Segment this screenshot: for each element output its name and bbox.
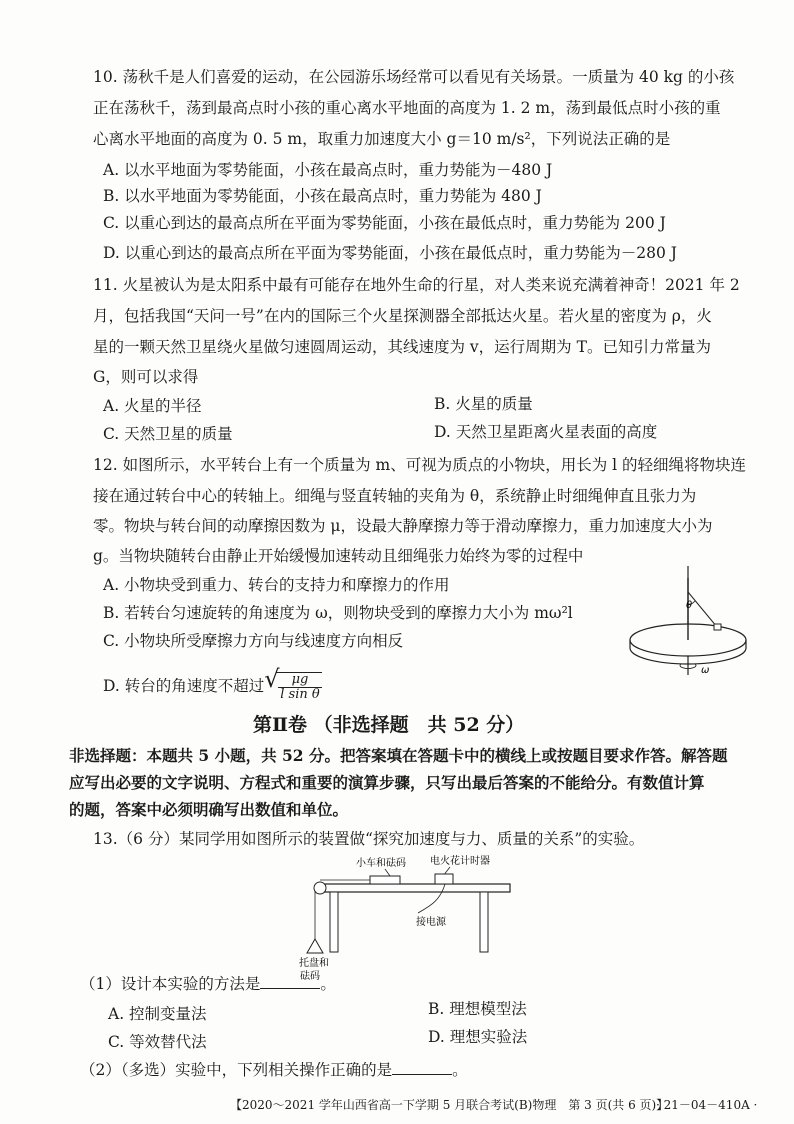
q13-part-1-end: 。	[320, 975, 336, 993]
instructions-line-2: 应写出必要的文字说明、方程式和重要的演算步骤，只写出最后答案的不能给分。有数值计算	[69, 773, 705, 792]
q11-line-3: 星的一颗天然卫星绕火星做匀速圆周运动，其线速度为 v，运行周期为 T。已知引力常量为	[93, 338, 711, 356]
q12-line-2: 接在通过转台中心的转轴上。细绳与竖直转轴的夹角为 θ，系统静止时细绳伸直且张力为	[93, 487, 697, 505]
footer-info: 【2020～2021 学年山西省高一下学期 5 月联合考试(B)物理 第 3 页(共 6 页)】	[230, 1098, 669, 1112]
q13-line-1: 13.（6 分）某同学用如图所示的装置做“探究加速度与力、质量的关系”的实验。	[93, 830, 645, 848]
q13-option-d: D. 理想实验法	[428, 1028, 528, 1046]
q10-option-b: B. 以水平地面为零势能面，小孩在最高点时，重力势能为 480 J	[103, 187, 542, 205]
q12-line-4: g。当物块随转台由静止开始缓慢加速转动且细绳张力始终为零的过程中	[93, 547, 584, 565]
q12-line-3: 零。物块与转台间的动摩擦因数为 μ，设最大静摩擦力等于滑动摩擦力，重力加速度大小为	[93, 517, 713, 535]
cart	[370, 876, 400, 884]
q10-line-2: 正在荡秋千，荡到最高点时小孩的重心离水平地面的高度为 1. 2 m，荡到最低点时小孩的重	[93, 99, 721, 117]
tray-label-1: 托盘和	[299, 958, 329, 969]
q13-part-2	[80, 1060, 468, 1080]
q10-option-d: D. 以重心到达的最高点所在平面为零势能面，小孩在最低点时，重力势能为－280 J	[103, 244, 677, 262]
footer-code: · 21－04－410A ·	[656, 1098, 758, 1112]
instructions-line-1: 非选择题：本题共 5 小题，共 52 分。把答案填在答题卡中的横线上或按题目要求作答。解答题	[69, 746, 728, 765]
pulley	[314, 882, 326, 894]
fraction-denominator: l sin θ	[280, 687, 320, 702]
q13-part-2-end: 。	[452, 1061, 468, 1079]
instructions-line-3: 的题，答案中必须明确写出数值和单位。	[69, 800, 349, 819]
cart-pointer	[385, 869, 390, 876]
q10-line-1: 10. 荡秋千是人们喜爱的运动，在公园游乐场经常可以看见有关场景。一质量为 40 kg 的小孩	[93, 68, 735, 86]
table-leg-left	[330, 892, 338, 952]
fraction	[278, 673, 321, 702]
q11-option-a: A. 火星的半径	[103, 397, 202, 415]
q12-option-d-text: D. 转台的角速度不超过	[103, 677, 265, 695]
table-leg-right	[480, 892, 488, 952]
q10-option-c: C. 以重心到达的最高点所在平面为零势能面，小孩在最低点时，重力势能为 200 J	[103, 214, 666, 232]
q11-line-1: 11. 火星被认为是太阳系中最有可能存在地外生命的行星，对人类来说充满着神奇！2021 年 2	[93, 276, 740, 294]
q10-line-3: 心离水平地面的高度为 0. 5 m，取重力加速度大小 g＝10 m/s²，下列说法正确的是	[93, 130, 671, 148]
answer-blank-1[interactable]	[260, 974, 320, 989]
answer-blank-2[interactable]	[392, 1060, 452, 1075]
q12-option-d	[103, 672, 322, 702]
turntable-figure	[625, 560, 755, 680]
spark-timer	[435, 874, 453, 884]
q13-part-1-text: （1）设计本实验的方法是	[80, 975, 261, 993]
timer-label: 电火花计时器	[430, 856, 490, 867]
sqrt-expression	[276, 672, 321, 702]
board	[320, 884, 510, 892]
cart-label: 小车和砝码	[356, 858, 406, 869]
q11-option-b: B. 火星的质量	[434, 395, 533, 413]
q13-part-2-text: （2）（多选）实验中，下列相关操作正确的是	[80, 1061, 393, 1079]
q12-option-a: A. 小物块受到重力、转台的支持力和摩擦力的作用	[103, 576, 450, 594]
q13-option-a: A. 控制变量法	[108, 1005, 207, 1023]
omega-label: ω	[701, 665, 710, 676]
string	[688, 592, 717, 627]
q10-option-a: A. 以水平地面为零势能面，小孩在最高点时，重力势能为－480 J	[103, 161, 553, 179]
block	[714, 624, 721, 630]
q12-option-b: B. 若转台匀速旋转的角速度为 ω，则物块受到的摩擦力大小为 mω²l	[103, 604, 573, 622]
apparatus-figure	[290, 851, 520, 982]
q11-line-2: 月，包括我国“天问一号”在内的国际三个火星探测器全部抵达火星。若火星的密度为 ρ，火	[93, 307, 712, 325]
q12-option-c: C. 小物块所受摩擦力方向与线速度方向相反	[103, 632, 404, 650]
section-title: 第Ⅱ卷 （非选择题 共 52 分）	[253, 714, 525, 736]
q11-option-c: C. 天然卫星的质量	[103, 425, 233, 443]
q12-line-1: 12. 如图所示，水平转台上有一个质量为 m、可视为质点的小物块，用长为 l 的轻细绳将物块连	[93, 456, 747, 474]
tray-label-2: 砝码	[300, 971, 320, 982]
q13-option-b: B. 理想模型法	[428, 1000, 527, 1018]
q11-option-d: D. 天然卫星距离火星表面的高度	[434, 423, 658, 441]
power-label: 接电源	[416, 917, 446, 928]
q13-option-c: C. 等效替代法	[108, 1033, 207, 1051]
q13-part-1	[80, 974, 336, 994]
fraction-numerator: √ μg	[278, 673, 321, 688]
q11-line-4: G，则可以求得	[93, 368, 199, 386]
tray	[307, 939, 323, 953]
theta-label: θ	[686, 600, 693, 611]
